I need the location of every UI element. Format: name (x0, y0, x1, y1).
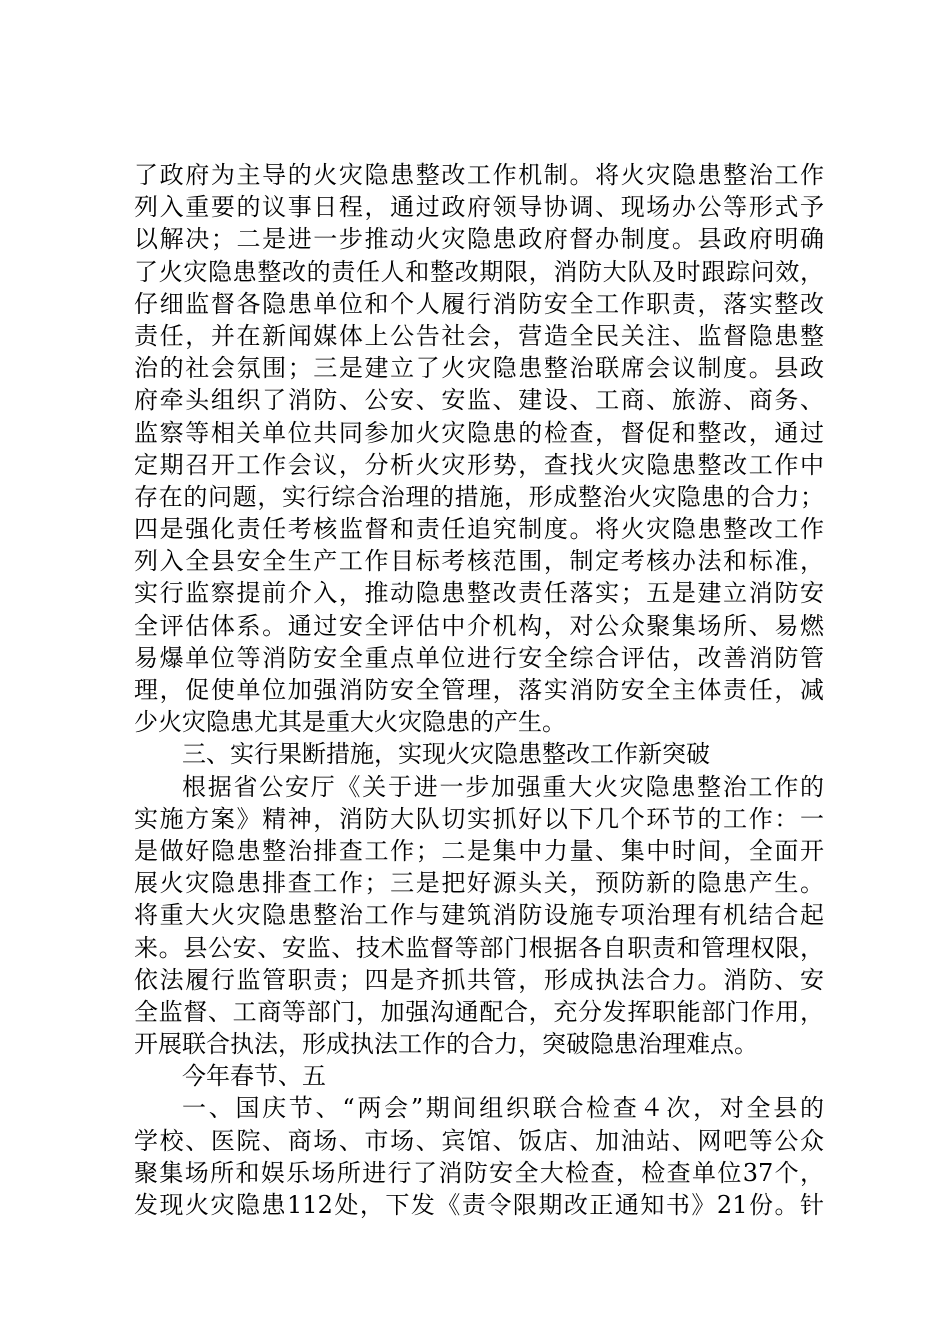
text-line: 学校、医院、商场、市场、宾馆、饭店、加油站、网吧等公众 (134, 1126, 824, 1155)
text-line: 发现火灾隐患112处，下发《责令限期改正通知书》21份。针 (134, 1191, 824, 1219)
text-line: 以解决；二是进一步推动火灾隐患政府督办制度。县政府明确 (134, 225, 824, 254)
text-line: 了火灾隐患整改的责任人和整改期限，消防大队及时跟踪问效， (134, 257, 824, 286)
text-line: 全评估体系。通过安全评估中介机构，对公众聚集场所、易燃 (134, 611, 824, 640)
text-line: 今年春节、五 (182, 1062, 326, 1091)
text-line: 四是强化责任考核监督和责任追究制度。将火灾隐患整改工作 (134, 515, 824, 544)
text-line: 列入全县安全生产工作目标考核范围，制定考核办法和标准， (134, 547, 824, 576)
text-line: 全监督、工商等部门，加强沟通配合，充分发挥职能部门作用， (134, 997, 824, 1026)
text-line: 来。县公安、安监、技术监督等部门根据各自职责和管理权限， (134, 933, 824, 962)
text-line: 实行监察提前介入，推动隐患整改责任落实；五是建立消防安 (134, 579, 824, 608)
text-line: 是做好隐患整治排查工作；二是集中力量、集中时间，全面开 (134, 836, 824, 865)
text-line: 开展联合执法，形成执法工作的合力，突破隐患治理难点。 (134, 1030, 758, 1059)
text-line: 治的社会氛围；三是建立了火灾隐患整治联席会议制度。县政 (134, 354, 824, 383)
text-line: 了政府为主导的火灾隐患整改工作机制。将火灾隐患整治工作 (134, 161, 824, 189)
document-body-text (134, 159, 824, 1221)
text-line: 一、国庆节、“两会”期间组织联合检查４次，对全县的 (182, 1094, 824, 1123)
text-line: 少火灾隐患尤其是重大火灾隐患的产生。 (134, 708, 566, 737)
text-line: 易爆单位等消防安全重点单位进行安全综合评估，改善消防管 (134, 643, 824, 672)
text-line: 根据省公安厅《关于进一步加强重大火灾隐患整治工作的 (182, 772, 824, 801)
text-line: 将重大火灾隐患整治工作与建筑消防设施专项治理有机结合起 (134, 901, 824, 930)
text-line: 实施方案》精神，消防大队切实抓好以下几个环节的工作：一 (134, 804, 824, 833)
text-line: 理，促使单位加强消防安全管理，落实消防安全主体责任，减 (134, 676, 824, 704)
text-line: 监察等相关单位共同参加火灾隐患的检查，督促和整改，通过 (134, 418, 824, 447)
text-line: 依法履行监管职责；四是齐抓共管，形成执法合力。消防、安 (134, 965, 824, 994)
text-line: 列入重要的议事日程，通过政府领导协调、现场办公等形式予 (134, 193, 824, 222)
text-line: 三、实行果断措施，实现火灾隐患整改工作新突破 (182, 740, 710, 769)
text-line: 府牵头组织了消防、公安、安监、建设、工商、旅游、商务、 (134, 386, 824, 415)
text-line: 仔细监督各隐患单位和个人履行消防安全工作职责，落实整改 (134, 289, 824, 318)
text-line: 责任，并在新闻媒体上公告社会，营造全民关注、监督隐患整 (134, 321, 824, 350)
text-line: 聚集场所和娱乐场所进行了消防安全大检查，检查单位37个， (134, 1158, 824, 1187)
text-line: 定期召开工作会议，分析火灾形势，查找火灾隐患整改工作中 (134, 450, 824, 479)
text-line: 展火灾隐患排查工作；三是把好源头关，预防新的隐患产生。 (134, 869, 824, 898)
text-line: 存在的问题，实行综合治理的措施，形成整治火灾隐患的合力； (134, 482, 824, 511)
